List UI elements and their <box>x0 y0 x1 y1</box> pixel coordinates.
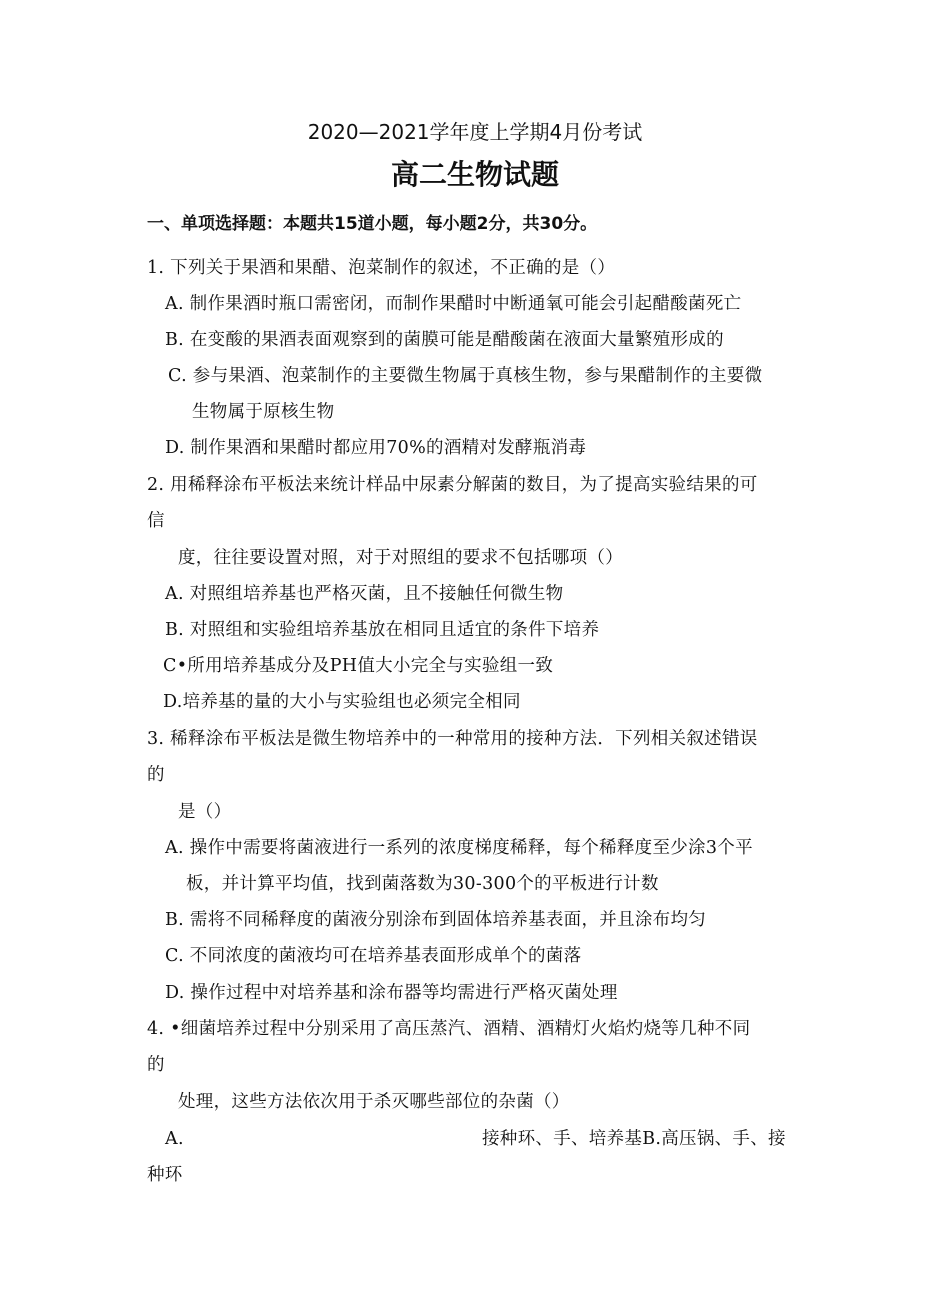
option-a: A. 对照组培养基也严格灭菌，且不接触任何微生物 <box>165 584 564 604</box>
option-c-continuation: 生物属于原核生物 <box>192 402 335 422</box>
option-b: B. 对照组和实验组培养基放在相同且适宜的条件下培养 <box>165 620 600 640</box>
option-b: B. 需将不同稀释度的菌液分别涂布到固体培养基表面，并且涂布均匀 <box>165 910 707 930</box>
option-b-continuation: 种环 <box>147 1165 183 1185</box>
option-c: C. 不同浓度的菌液均可在培养基表面形成单个的菌落 <box>165 946 582 966</box>
option-a: A. 制作果酒时瓶口需密闭，而制作果醋时中断通氧可能会引起醋酸菌死亡 <box>165 294 742 314</box>
question-stem-continuation: 处理，这些方法依次用于杀灭哪些部位的杂菌（） <box>178 1092 570 1112</box>
question-stem: 3. 稀释涂布平板法是微生物培养中的一种常用的接种方法．下列相关叙述错误 <box>147 729 758 749</box>
question-stem-continuation: 度，往往要设置对照，对于对照组的要求不包括哪项（） <box>178 548 623 568</box>
option-a: A. 操作中需要将菌液进行一系列的浓度梯度稀释，每个稀释度至少涂3个平 <box>165 838 753 858</box>
exam-title: 2020—2021学年度上学期4月份考试 <box>307 120 643 144</box>
option-b: B. 在变酸的果酒表面观察到的菌膜可能是醋酸菌在液面大量繁殖形成的 <box>165 330 724 350</box>
question-stem: 4. •细菌培养过程中分别采用了高压蒸汽、酒精、酒精灯火焰灼烧等几种不同 <box>147 1019 751 1039</box>
option-d: D.培养基的量的大小与实验组也必须完全相同 <box>163 692 521 712</box>
question-stem: 1. 下列关于果酒和果醋、泡菜制作的叙述，不正确的是（） <box>147 258 616 278</box>
question-stem-wrap: 的 <box>147 1055 165 1075</box>
question-stem-continuation: 是（） <box>178 802 232 822</box>
question-stem: 2. 用稀释涂布平板法来统计样品中尿素分解菌的数目，为了提高实验结果的可 <box>147 475 758 495</box>
option-a-continuation: 板，并计算平均值，找到菌落数为30-300个的平板进行计数 <box>186 874 659 894</box>
option-a-label: A. <box>165 1129 184 1149</box>
option-d: D. 操作过程中对培养基和涂布器等均需进行严格灭菌处理 <box>165 983 618 1003</box>
subject-title: 高二生物试题 <box>390 158 559 191</box>
section-heading: 一、单项选择题：本题共15道小题，每小题2分，共30分。 <box>147 214 598 234</box>
question-stem-wrap: 信 <box>147 511 165 531</box>
option-a-text: 接种环、手、培养基B.高压锅、手、接 <box>482 1129 786 1149</box>
option-c: C•所用培养基成分及PH值大小完全与实验组一致 <box>163 656 554 676</box>
option-c: C. 参与果酒、泡菜制作的主要微生物属于真核生物，参与果醋制作的主要微 <box>168 366 763 386</box>
question-stem-wrap: 的 <box>147 765 165 785</box>
option-d: D. 制作果酒和果醋时都应用70%的酒精对发酵瓶消毒 <box>165 438 587 458</box>
